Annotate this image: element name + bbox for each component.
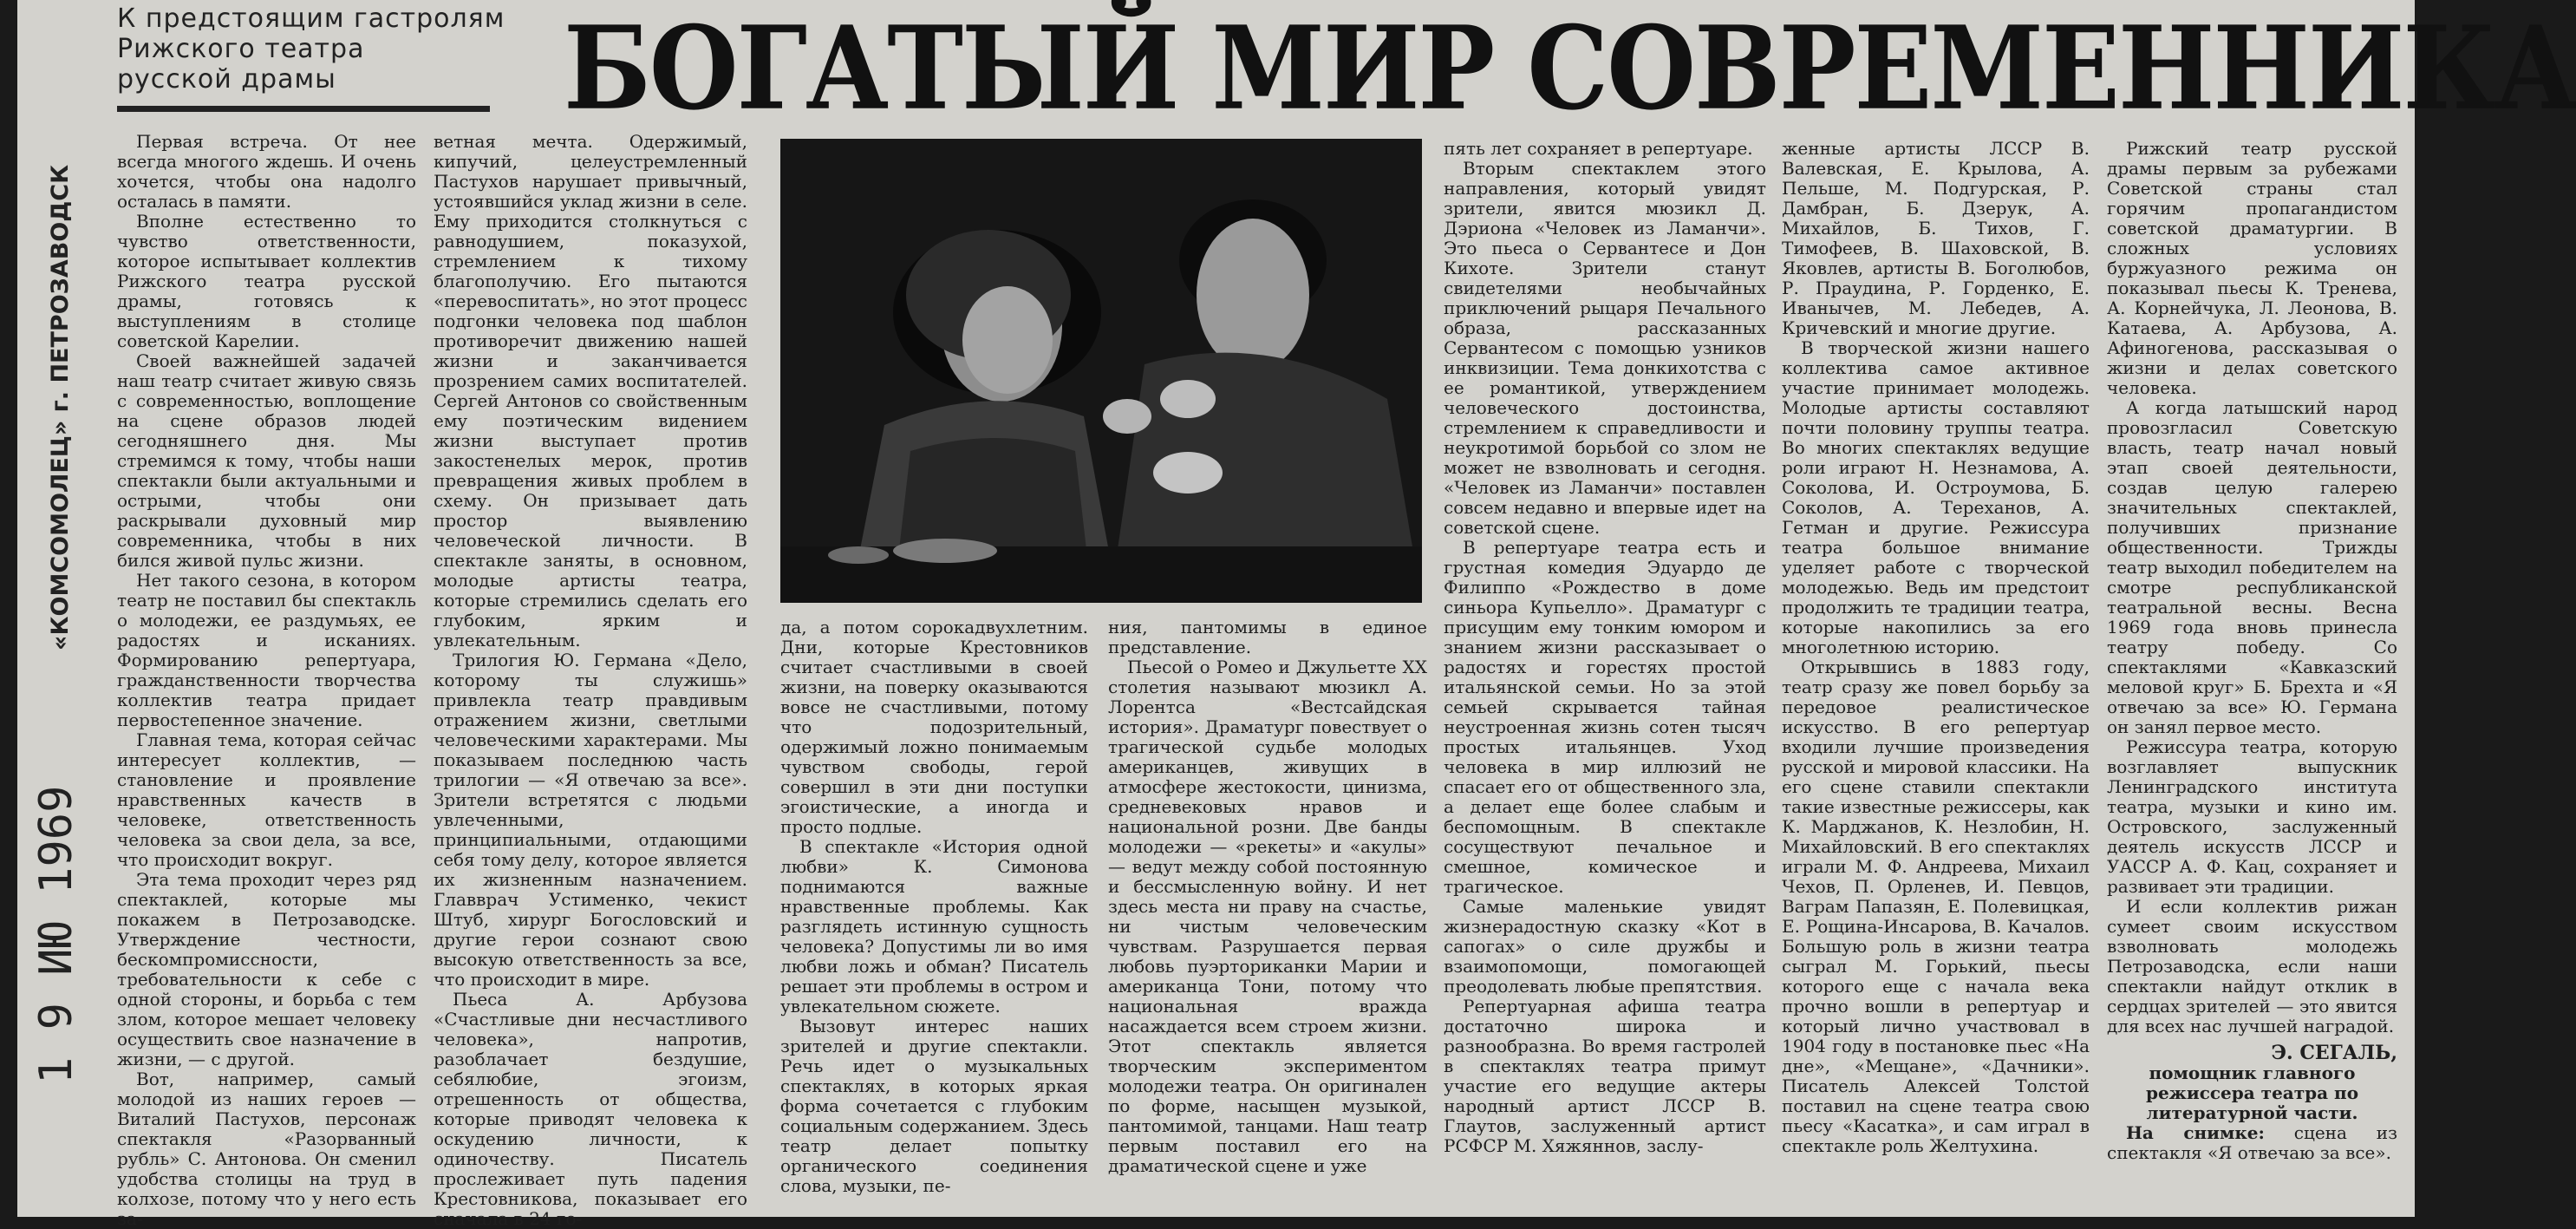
stage-photo-image — [780, 139, 1422, 603]
paragraph: В творческой жизни нашего коллектива самое активное участие принимает молодежь. Молодые артисты составляют почти половину труппы театра. Во многих спектаклях ведущие роли играют Н. Незнамова, А. Соколова, И. Остроумова, Б. Соколов, А. Тереханов, А. Гетман и другие. Режиссура театра большое внимание уделяет работе с творческой молодежью. Ведь им предстоит продолжить те традиции театра, которые накопились за его многолетнюю историю. — [1782, 337, 2090, 657]
paragraph: Вполне естественно то чувство ответственности, которое испытывает коллектив Рижского театра русской драмы, готовясь к выступлениям в столице советской Карелии. — [117, 211, 416, 351]
paragraph: И если коллектив рижан сумеет своим искусством взволновать молодежь Петрозаводска, если наши спектакли найдут отклик в сердцах зрителей — это явится для всех нас лучшей наградой. — [2107, 896, 2397, 1036]
paragraph: Трилогия Ю. Германа «Дело, которому ты служишь» привлекла театр правдивым отражением жизни, светлыми человеческими характерами. Мы показываем последнюю часть трилогии — «Я отвечаю за все». Зрители встретятся с людьми увлеченными, принципиальными, отдающими себя тому делу, которое является их жизненным назначением. Главврач Устименко, чекист Штуб, хирург Богословский и другие герои сознают свою высокую ответственность за все, что происходит в мире. — [434, 650, 747, 990]
paragraph: Открывшись в 1883 году, театр сразу же повел борьбу за передовое реалистическое искусство. В его репертуар входили лучшие произведения русской и мировой классики. На его сцене ставили спектакли такие известные режиссеры, как К. Марджанов, К. Незлобин, Н. Михайловский. В его спектаклях играли М. Ф. Андреева, Михаил Чехов, П. Орленев, И. Певцов, Ваграм Папазян, Е. Полевицкая, Е. Рощина-Инсарова, В. Качалов. Большую роль в жизни театра сыграл М. Горький, пьесы которого еще с начала века прочно вошли в репертуар и который лично участвовал в 1904 году в постановке пьес «На дне», «Мещане», «Дачники». Писатель Алексей Толстой поставил на сцене театра свою пьесу «Касатка», и сам играл в спектакле роль Желтухина. — [1782, 657, 2090, 1156]
paragraph: Репертуарная афиша театра достаточно широка и разнообразна. Во время гастролей в спектаклях театра примут участие его ведущие актеры народный артист ЛССР В. Глаутов, заслуженный артист РСФСР М. Хяжяннов, заслу- — [1444, 996, 1766, 1156]
photo-caption-text: сцена из спектакля «Я отвечаю за все». — [2107, 1122, 2397, 1163]
article-column-1 — [117, 131, 416, 1229]
paragraph: ветная мечта. Одержимый, кипучий, целеустремленный Пастухов нарушает привычный, устоявшийся уклад жизни в селе. Ему приходится столкнуться с равнодушием, показухой, стремлением к тихому благополучию. Его пытаются «перевоспитать», но этот процесс подгонки человека под шаблон противоречит движению нашей жизни и заканчивается прозрением самих воспитателей. Сергей Антонов со свойственным ему поэтическим видением жизни выступает против закостенелых мерок, против превращения живых проблем в схему. Он призывает дать простор выявлению человеческой личности. В спектакле заняты, в основном, молодые артисты театра, которые стремились сделать его глубоким, ярким и увлекательным. — [434, 131, 747, 650]
author-name: Э. СЕГАЛЬ, — [2271, 1042, 2397, 1064]
author-role: помощник главного режиссера театра по литературной части. — [2145, 1062, 2359, 1123]
paragraph: Вызовут интерес наших зрителей и другие спектакли. Речь идет о музыкальных спектаклях, в которых яркая форма сочетается с глубоким социальным содержанием. Здесь театр делает попытку органического соединения слова, музыки, пе- — [780, 1016, 1088, 1196]
article-column-4 — [1108, 618, 1427, 1194]
paragraph: Самые маленькие увидят жизнерадостную сказку «Кот в сапогах» о силе дружбы и взаимопомощи, помогающей преодолевать любые препятствия. — [1444, 896, 1766, 997]
kicker-line-3: русской драмы — [117, 64, 336, 95]
paragraph: Эта тема проходит через ряд спектаклей, которые мы покажем в Петрозаводске. Утверждение честности, бескомпромиссности, требовательности к себе с одной стороны, и борьба с тем злом, которое мешает человеку осуществить свое назначение в жизни, — с другой. — [117, 869, 416, 1069]
kicker — [117, 3, 568, 95]
article-column-2 — [434, 131, 747, 1229]
paragraph: Пьеса А. Арбузова «Счастливые дни несчастливого человека», напротив, разоблачает бездушие, себялюбие, эгоизм, отрешенность от общества, которые приводят человека к оскудению личности, к одиночеству. Писатель прослеживает путь падения Крестовникова, показывает его сначала в 24 го- — [434, 989, 747, 1229]
date-stamp: 1 9 ИЮ 1969 — [30, 785, 82, 1084]
paragraph: В репертуаре театра есть и грустная комедия Эдуардо де Филиппо «Рождество в доме синьора Купьелло». Драматург с присущим ему тонким юмором и знанием жизни рассказывает о радостях и горестях простой итальянской семьи. Но за этой семьей скрывается тайная неустроенная жизнь сотен тысяч простых итальянцев. Уход человека в мир иллюзий не спасает его от общественного зла, а делает еще более слабым и беспомощным. В спектакле сосуществуют печальное и смешное, комическое и трагическое. — [1444, 537, 1766, 897]
photo-caption-label: На снимке: — [2126, 1122, 2265, 1143]
paragraph: ния, пантомимы в единое представление. — [1108, 617, 1427, 657]
photo-caption — [2107, 1123, 2397, 1163]
paragraph: Режиссура театра, которую возглавляет выпускник Ленинградского института театра, музыки и кино им. Островского, заслуженный деятель искусств ЛССР и УАССР А. Ф. Кац, сохраняет и развивает эти традиции. — [2107, 736, 2397, 897]
paragraph: Пьесой о Ромео и Джульетте XX столетия называют мюзикл А. Лорентса «Вестсайдская история». Драматург повествует о трагической судьбе молодых американцев, живущих в атмосфере жестокости, цинизма, средневековых нравов и национальной розни. Две банды молодежи — «рекеты» и «акулы» — ведут между собой постоянную и бессмысленную войну. И нет здесь места ни праву на счастье, ни чистым человеческим чувствам. Разрушается первая любовь пуэрториканки Марии и американца Тони, потому что национальная вражда насаждается всем строем жизни. Этот спектакль является творческим экспериментом молодежи театра. Он оригинален по форме, насыщен музыкой, пантомимой, танцами. Наш театр первым поставил его на драматической сцене и уже — [1108, 657, 1427, 1176]
article-column-5 — [1444, 139, 1766, 1193]
newspaper-stamp: «КОМСОМОЛЕЦ» г. ПЕТРОЗАВОДСК — [47, 164, 74, 650]
kicker-line-1: К предстоящим гастролям — [117, 3, 505, 34]
article-column-6 — [1782, 139, 2090, 1197]
paragraph: Рижский театр русской драмы первым за рубежами Советской страны стал горячим пропагандистом советской драматургии. В сложных условиях буржуазного режима он показывал пьесы К. Тренева, А. Корнейчука, Л. Леонова, В. Катаева, А. Арбузова, А. Афиногенова, рассказывая о жизни и делах советского человека. — [2107, 138, 2397, 398]
paragraph: пять лет сохраняет в репертуаре. — [1444, 138, 1753, 159]
paragraph: Своей важнейшей задачей наш театр считает живую связь с современностью, воплощение на сцене образов людей сегодняшнего дня. Мы стремимся к тому, чтобы наши спектакли были актуальными и острыми, чтобы они раскрывали духовный мир современника, чтобы в них бился живой пульс жизни. — [117, 350, 416, 571]
newspaper-clipping — [17, 0, 2576, 1229]
paragraph: да, а потом сорокадвухлетним. Дни, которые Крестовников считает счастливыми в своей жизни, на поверку оказываются вовсе не счастливыми, потому что подозрительный, одержимый ложно понимаемым чувством свободы, герой совершил в эти дни поступки эгоистические, а иногда и просто подлые. — [780, 617, 1088, 837]
headline: БОГАТЫЙ МИР СОВРЕМЕННИКА — [564, 0, 2576, 136]
kicker-rule — [117, 106, 490, 112]
paragraph: женные артисты ЛССР В. Валевская, Е. Крылова, А. Пельше, М. Подгурская, Р. Дамбран, Б. Дзерук, А. Михайлов, Б. Тихов, Г. Тимофеев, В. Шаховской, В. Яковлев, артисты В. Боголюбов, Р. Праудина, Р. Горденко, Е. Иванычев, М. Лебедев, А. Кричевский и многие другие. — [1782, 138, 2090, 338]
paragraph: Нет такого сезона, в котором театр не поставил бы спектакль о молодежи, ее раздумьях, ее радостях и исканиях. Формированию репертуара, гражданственности творчества коллектив театра придает первостепенное значение. — [117, 570, 416, 730]
article-column-7 — [2107, 139, 2397, 1162]
paragraph: А когда латышский народ провозгласил Советскую власть, театр начал новый этап своей деятельности, создав целую галерею значительных спектаклей, получивших признание общественности. Трижды театр выходил победителем на смотре республиканской театральной весны. Весна 1969 года вновь принесла театру победу. Со спектаклями «Кавказский меловой круг» Б. Брехта и «Я отвечаю за все» Ю. Германа он занял первое место. — [2107, 397, 2397, 737]
paragraph: Главная тема, которая сейчас интересует коллектив, — становление и проявление нравственных качеств в человеке, ответственность человека за свои дела, за все, что происходит вокруг. — [117, 729, 416, 870]
paragraph: Первая встреча. От нее всегда многого ждешь. И очень хочется, чтобы она надолго осталась в памяти. — [117, 131, 416, 212]
kicker-line-2: Рижского театра — [117, 34, 365, 64]
stage-photo — [780, 139, 1422, 603]
paragraph: В спектакле «История одной любви» К. Симонова поднимаются важные нравственные проблемы. Как разглядеть истинную сущность человека? Допустимы ли во имя любви ложь и обман? Писатель решает эти проблемы в остром и увлекательном сюжете. — [780, 836, 1088, 1017]
paragraph: Вторым спектаклем этого направления, который увидят зрители, явится мюзикл Д. Дэриона «Человек из Ламанчи». Это пьеса о Сервантесе и Дон Кихоте. Зрители станут свидетелями необычайных приключений рыцаря Печального образа, рассказанных Сервантесом с помощью узников инквизиции. Тема донкихотства с ее романтикой, утверждением человеческого достоинства, стремлением к справедливости и неукротимой борьбой со злом не может не взволновать и сегодня. «Человек из Ламанчи» поставлен совсем недавно и впервые идет на советской сцене. — [1444, 158, 1766, 538]
paragraph: Вот, например, самый молодой из наших героев — Виталий Пастухов, персонаж спектакля «Разорванный рубль» С. Антонова. Он сменил удобства столицы на труд в колхозе, потому что у него есть за- — [117, 1069, 416, 1229]
article-column-3 — [780, 618, 1088, 1194]
